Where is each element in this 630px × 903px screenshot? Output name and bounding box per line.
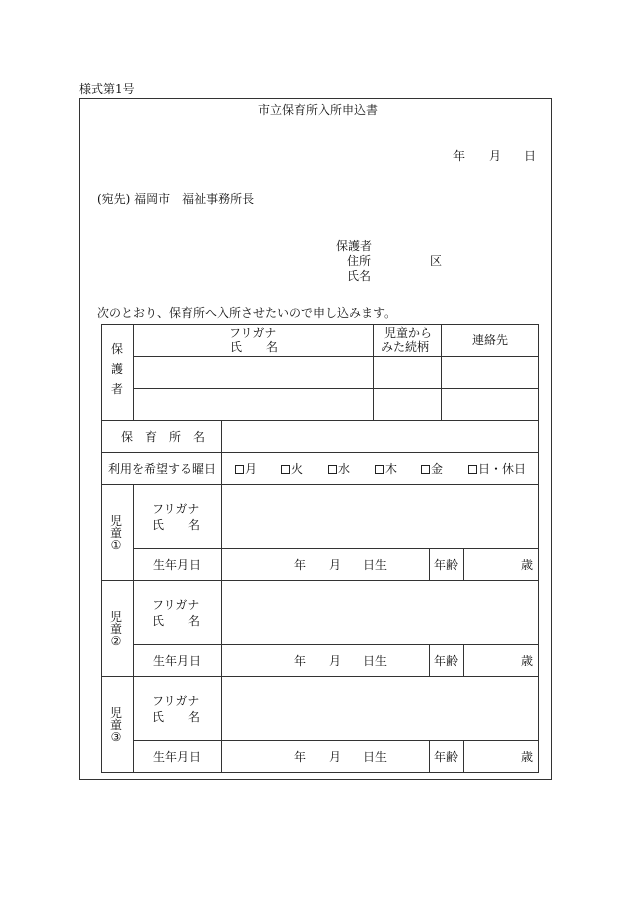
- child1-side-label: [110, 515, 122, 551]
- guardian-side-char: 保: [111, 342, 124, 356]
- day-label: 金: [431, 462, 444, 476]
- child-side-char: ②: [110, 634, 122, 648]
- child3-birthdate-label: 生年月日: [153, 750, 202, 764]
- day-label: 火: [291, 462, 304, 476]
- header-contact: 連絡先: [472, 333, 509, 347]
- day-label: 日・休日: [478, 462, 527, 476]
- child3-furigana-label: フリガナ: [152, 694, 200, 708]
- child-side-char: 童: [110, 718, 123, 732]
- guardian-side-label: [111, 343, 123, 395]
- child1-furigana-label: フリガナ: [152, 502, 200, 516]
- child2-birth-day: 日生: [363, 654, 388, 668]
- child1-birth-year: 年: [294, 558, 307, 572]
- child2-furigana-label: フリガナ: [152, 598, 200, 612]
- checkbox-icon: [235, 465, 244, 474]
- day-checkbox-thu[interactable]: [375, 463, 397, 475]
- child1-age-unit: 歳: [521, 558, 534, 572]
- guardian-address-label: 住所: [347, 254, 372, 268]
- child2-age-label: 年齢: [434, 654, 459, 668]
- child-side-char: 児: [110, 706, 123, 720]
- days-label: 利用を希望する曜日: [108, 462, 217, 476]
- date-year: 年: [453, 149, 466, 163]
- header-relation-line1: 児童から: [384, 326, 433, 340]
- header-name: 氏 名: [230, 340, 279, 354]
- checkbox-icon: [328, 465, 337, 474]
- child3-name-label: 氏 名: [152, 710, 201, 724]
- guardian-ward-label: 区: [430, 254, 443, 268]
- child3-age-unit: 歳: [521, 750, 534, 764]
- child-side-char: 童: [110, 622, 123, 636]
- day-checkbox-wed[interactable]: [328, 463, 350, 475]
- checkbox-icon: [468, 465, 477, 474]
- form-number: 様式第1号: [79, 82, 135, 96]
- checkbox-icon: [281, 465, 290, 474]
- header-relation-line2: みた続柄: [381, 340, 430, 354]
- guardian-side-char: 護: [111, 362, 124, 376]
- child1-name-label: 氏 名: [152, 518, 201, 532]
- guardian-label: 保護者: [336, 239, 373, 253]
- child-side-char: ③: [110, 730, 122, 744]
- day-label: 月: [245, 462, 258, 476]
- day-checkbox-mon[interactable]: [235, 463, 257, 475]
- checkbox-icon: [421, 465, 430, 474]
- day-label: 水: [338, 462, 351, 476]
- child-side-char: 児: [110, 514, 123, 528]
- child2-name-label: 氏 名: [152, 614, 201, 628]
- date-day: 日: [524, 149, 537, 163]
- day-checkbox-fri[interactable]: [421, 463, 443, 475]
- day-label: 木: [385, 462, 398, 476]
- guardian-side-char: 者: [111, 382, 124, 396]
- day-checkbox-sun-holiday[interactable]: [468, 463, 526, 475]
- day-checkbox-tue[interactable]: [281, 463, 303, 475]
- date-month: 月: [489, 149, 502, 163]
- addressee: (宛先) 福岡市 福祉事務所長: [97, 192, 255, 206]
- child2-birth-month: 月: [329, 654, 342, 668]
- checkbox-icon: [375, 465, 384, 474]
- child2-side-label: [110, 611, 122, 647]
- child3-age-label: 年齢: [434, 750, 459, 764]
- child3-birth-day: 日生: [363, 750, 388, 764]
- nursery-name-label: 保 育 所 名: [121, 430, 206, 444]
- child2-birthdate-label: 生年月日: [153, 654, 202, 668]
- form-title: 市立保育所入所申込書: [258, 103, 379, 117]
- child2-birth-year: 年: [294, 654, 307, 668]
- child1-age-label: 年齢: [434, 558, 459, 572]
- child-side-char: ①: [110, 538, 122, 552]
- intro-text: 次のとおり、保育所へ入所させたいので申し込みます。: [97, 306, 397, 320]
- child1-birthdate-label: 生年月日: [153, 558, 202, 572]
- child1-birth-day: 日生: [363, 558, 388, 572]
- child-side-char: 童: [110, 526, 123, 540]
- child2-age-unit: 歳: [521, 654, 534, 668]
- guardian-name-label: 氏名: [347, 269, 372, 283]
- child1-birth-month: 月: [329, 558, 342, 572]
- child3-side-label: [110, 707, 122, 743]
- header-furigana: フリガナ: [229, 326, 277, 340]
- child-side-char: 児: [110, 610, 123, 624]
- child3-birth-year: 年: [294, 750, 307, 764]
- child3-birth-month: 月: [329, 750, 342, 764]
